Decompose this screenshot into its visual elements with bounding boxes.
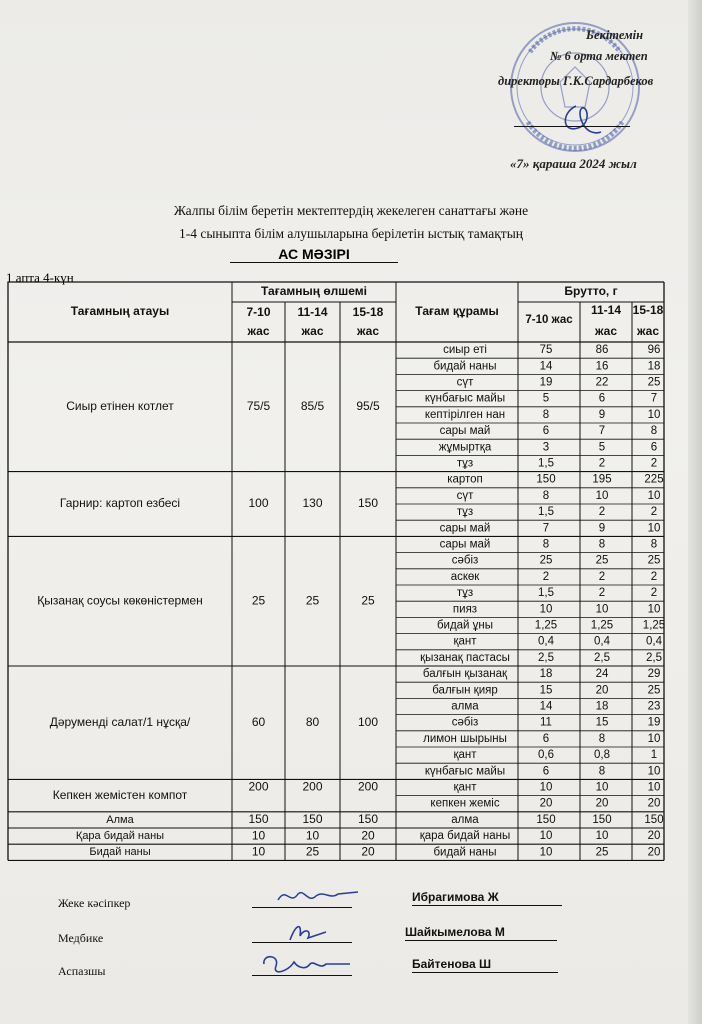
- ingredient-name-2-6: қант: [453, 635, 477, 648]
- ingredient-value-1-1-3: 10: [647, 489, 661, 502]
- ingredient-value-0-1-2: 16: [595, 360, 609, 373]
- ingredient-name-2-5: бидай ұны: [436, 619, 494, 632]
- menu-title: АС МӘЗІРІ: [230, 246, 398, 263]
- ingredient-name-0-4: кептірілген нан: [424, 408, 506, 421]
- ingredient-value-3-2-3: 23: [647, 700, 661, 713]
- ingredient-value-3-0-3: 29: [647, 668, 661, 681]
- ingredient-value-0-2-1: 19: [539, 376, 553, 389]
- header-portion-age-3: 15-18: [352, 305, 384, 320]
- ingredient-value-0-6-3: 6: [650, 441, 658, 454]
- ingredient-value-3-2-2: 18: [595, 700, 609, 713]
- ingredient-value-3-0-1: 18: [539, 668, 553, 681]
- ingredient-value-2-3-3: 2: [650, 587, 658, 600]
- dish-name-0: Сиыр етінен котлет: [66, 398, 174, 413]
- dish-portion-3-2: 100: [357, 714, 379, 729]
- header-brutto: Брутто, г: [564, 284, 618, 299]
- header-portion-age-2: 11-14: [297, 305, 328, 320]
- ingredient-name-0-0: сиыр еті: [443, 344, 487, 357]
- ingredient-value-7-0-1: 10: [539, 846, 553, 859]
- ingredient-value-5-0-2: 150: [592, 813, 612, 826]
- ingredient-value-1-3-1: 7: [542, 522, 550, 535]
- ingredient-value-1-0-2: 195: [592, 473, 612, 486]
- ingredient-value-3-2-1: 14: [539, 700, 553, 713]
- dish-name-5: Алма: [106, 813, 134, 826]
- ingredient-value-4-0-2: 10: [595, 781, 609, 794]
- ingredient-value-1-0-3: 225: [644, 473, 664, 486]
- header-brutto-age-1: 7-10 жас: [525, 314, 573, 327]
- ingredient-value-2-3-1: 1,5: [538, 587, 554, 600]
- signature-3: [258, 952, 354, 978]
- ingredient-value-2-6-3: 0,4: [646, 635, 662, 648]
- ingredient-value-0-1-1: 14: [539, 360, 553, 373]
- ingredient-value-0-7-1: 1,5: [538, 457, 554, 470]
- ingredient-value-3-4-3: 10: [647, 732, 661, 745]
- header-composition: Тағам құрамы: [415, 304, 499, 319]
- dish-portion-2-2: 25: [361, 593, 375, 608]
- heading-line-2: 1-4 сыныпта білім алушыларына берілетін ыстық тамақтың: [179, 226, 523, 241]
- dish-name-7: Бидай наны: [89, 846, 151, 859]
- ingredient-name-3-6: күнбағыс майы: [424, 765, 506, 778]
- signature-2: [282, 918, 332, 944]
- ingredient-value-0-5-3: 8: [650, 425, 658, 438]
- ingredient-value-0-4-3: 10: [647, 408, 661, 421]
- ingredient-value-2-1-1: 25: [539, 554, 553, 567]
- ingredient-value-1-1-2: 10: [595, 489, 609, 502]
- ingredient-value-2-2-3: 2: [650, 570, 658, 583]
- header-brutto-age-6: 11-14: [590, 303, 622, 318]
- signature-name-1: Ибрагимова Ж: [412, 890, 562, 906]
- dish-portion-7-1: 25: [305, 844, 320, 859]
- ingredient-value-6-0-3: 20: [647, 830, 661, 843]
- ingredient-name-3-5: қант: [453, 749, 477, 762]
- ingredient-name-4-0: қант: [453, 781, 477, 794]
- ingredient-name-2-1: сәбіз: [451, 554, 479, 567]
- dish-portion-5-0: 150: [248, 812, 269, 827]
- ingredient-name-5-0: алма: [451, 813, 479, 826]
- ingredient-name-0-5: сары май: [439, 425, 491, 438]
- ingredient-value-3-4-1: 6: [542, 732, 550, 745]
- ingredient-name-7-0: бидай наны: [433, 846, 497, 859]
- dish-name-6: Қара бидай наны: [75, 830, 165, 843]
- ingredient-value-3-5-1: 0,6: [538, 749, 554, 762]
- signature-role-2: Медбике: [58, 931, 104, 945]
- ingredient-value-0-0-2: 86: [595, 344, 609, 357]
- signature-role-3: Аспазшы: [58, 964, 106, 978]
- ingredient-value-2-1-2: 25: [595, 554, 609, 567]
- approval-line-2: № 6 орта мектеп: [550, 49, 648, 63]
- signature-name-2: Шайкымелова М: [405, 925, 557, 941]
- ingredient-value-3-6-1: 6: [542, 765, 550, 778]
- ingredient-value-1-0-1: 150: [536, 473, 556, 486]
- ingredient-name-2-0: сары май: [439, 538, 491, 551]
- ingredient-value-2-4-3: 10: [647, 603, 661, 616]
- ingredient-value-0-2-2: 22: [595, 376, 609, 389]
- ingredient-value-0-3-2: 6: [598, 392, 606, 405]
- ingredient-value-2-4-2: 10: [595, 603, 609, 616]
- dish-name-2: Қызанақ соусы көкөністермен: [37, 593, 203, 608]
- header-portion-age-unit-2: жас: [301, 324, 324, 339]
- dish-portion-5-2: 150: [357, 812, 379, 827]
- ingredient-value-3-5-3: 1: [650, 749, 658, 762]
- ingredient-name-3-1: балғын қияр: [432, 684, 498, 697]
- ingredient-value-1-3-2: 9: [598, 522, 606, 535]
- dish-portion-0-2: 95/5: [356, 398, 380, 413]
- approval-date: «7» қараша 2024 жыл: [510, 156, 637, 171]
- signature-name-3: Байтенова Ш: [412, 957, 558, 973]
- ingredient-value-3-4-2: 8: [598, 732, 606, 745]
- ingredient-name-2-3: тұз: [456, 587, 474, 600]
- ingredient-value-0-3-1: 5: [542, 392, 550, 405]
- ingredient-value-3-1-3: 25: [647, 684, 661, 697]
- ingredient-value-3-1-2: 20: [595, 684, 609, 697]
- ingredient-name-3-2: алма: [451, 700, 479, 713]
- header-portion: Тағамның өлшемі: [260, 284, 368, 299]
- header-portion-age-unit-3: жас: [356, 324, 380, 339]
- dish-portion-0-0: 75/5: [246, 398, 271, 413]
- ingredient-value-0-6-1: 3: [542, 441, 550, 454]
- ingredient-value-4-0-3: 10: [647, 781, 661, 794]
- ingredient-value-6-0-1: 10: [539, 830, 553, 843]
- ingredient-name-4-1: кепкен жеміс: [430, 797, 500, 810]
- ingredient-value-2-7-2: 2,5: [594, 651, 610, 664]
- header-portion-age-1: 7-10: [246, 305, 271, 320]
- ingredient-value-2-5-3: 1,25: [642, 619, 666, 632]
- dish-portion-3-1: 80: [305, 714, 320, 729]
- ingredient-value-0-4-2: 9: [598, 408, 606, 421]
- ingredient-value-0-1-3: 18: [647, 360, 661, 373]
- ingredient-value-7-0-2: 25: [595, 846, 609, 859]
- dish-portion-3-0: 60: [251, 714, 266, 729]
- ingredient-value-2-6-2: 0,4: [594, 635, 610, 648]
- approval-line-3: директоры Г.К.Сардарбеков: [498, 74, 654, 88]
- ingredient-value-1-1-1: 8: [542, 489, 550, 502]
- ingredient-value-0-0-1: 75: [539, 344, 553, 357]
- dish-portion-6-0: 10: [251, 828, 266, 843]
- ingredient-value-0-6-2: 5: [598, 441, 606, 454]
- dish-name-1: Гарнир: картоп езбесі: [59, 496, 181, 511]
- ingredient-name-0-7: тұз: [456, 457, 474, 470]
- ingredient-value-2-5-2: 1,25: [590, 619, 614, 632]
- ingredient-value-3-0-2: 24: [595, 668, 609, 681]
- dish-portion-6-2: 20: [361, 828, 375, 843]
- ingredient-value-2-0-3: 8: [650, 538, 658, 551]
- dish-portion-0-1: 85/5: [300, 398, 325, 413]
- dish-portion-7-0: 10: [251, 844, 266, 859]
- ingredient-name-0-2: сүт: [456, 376, 474, 389]
- ingredient-name-1-3: сары май: [439, 522, 491, 535]
- ingredient-value-3-3-2: 15: [595, 716, 609, 729]
- dish-portion-2-0: 25: [251, 593, 266, 608]
- ingredient-value-0-4-1: 8: [542, 408, 550, 421]
- header-portion-age-unit-1: жас: [247, 324, 270, 339]
- ingredient-value-0-3-3: 7: [650, 392, 658, 405]
- ingredient-value-0-2-3: 25: [647, 376, 661, 389]
- dish-portion-2-1: 25: [305, 593, 320, 608]
- ingredient-value-7-0-3: 20: [647, 846, 661, 859]
- ingredient-value-5-0-3: 150: [644, 813, 664, 826]
- ingredient-value-2-5-1: 1,25: [534, 619, 558, 632]
- ingredient-value-3-6-2: 8: [598, 765, 606, 778]
- ingredient-value-2-1-3: 25: [647, 554, 661, 567]
- ingredient-name-3-0: балғын қызанақ: [422, 668, 508, 681]
- ingredient-name-3-3: сәбіз: [451, 716, 479, 729]
- header-brutto-age-unit-7: жас: [636, 324, 660, 339]
- ingredient-value-3-1-1: 15: [539, 684, 553, 697]
- dish-portion-7-2: 20: [361, 844, 375, 859]
- ingredient-value-3-5-2: 0,8: [594, 749, 610, 762]
- dish-name-3: Дәрумендi салат/1 нұсқа/: [49, 714, 191, 729]
- ingredient-name-3-4: лимон шырыны: [423, 732, 507, 745]
- ingredient-value-4-1-3: 20: [647, 797, 661, 810]
- header-brutto-age-7: 15-18: [632, 303, 664, 318]
- ingredient-name-2-4: пияз: [452, 603, 478, 616]
- ingredient-value-0-5-2: 7: [598, 425, 606, 438]
- dish-portion-1-0: 100: [248, 496, 269, 511]
- ingredient-value-2-6-1: 0,4: [538, 635, 554, 648]
- ingredient-value-3-6-3: 10: [647, 765, 661, 778]
- ingredient-value-0-7-2: 2: [598, 457, 606, 470]
- ingredient-value-2-2-2: 2: [598, 570, 606, 583]
- ingredient-value-1-2-2: 2: [598, 506, 606, 519]
- header-brutto-age-unit-6: жас: [594, 324, 618, 339]
- ingredient-value-4-0-1: 10: [539, 781, 553, 794]
- ingredient-name-1-1: сүт: [456, 489, 474, 502]
- dish-portion-1-2: 150: [357, 496, 379, 511]
- ingredient-name-0-3: күнбағыс майы: [424, 392, 506, 405]
- ingredient-value-4-1-2: 20: [595, 797, 609, 810]
- ingredient-value-2-4-1: 10: [539, 603, 553, 616]
- ingredient-value-1-3-3: 10: [647, 522, 661, 535]
- ingredient-value-2-3-2: 2: [598, 587, 606, 600]
- ingredient-name-2-7: қызанақ пастасы: [420, 651, 510, 664]
- ingredient-value-5-0-1: 150: [536, 813, 556, 826]
- ingredient-value-6-0-2: 10: [595, 830, 609, 843]
- signature-role-1: Жеке кәсіпкер: [58, 896, 131, 910]
- ingredient-value-2-2-1: 2: [542, 570, 550, 583]
- ingredient-value-3-3-3: 19: [647, 716, 661, 729]
- ingredient-name-0-6: жұмыртқа: [438, 441, 492, 454]
- ingredient-value-0-0-3: 96: [647, 344, 661, 357]
- ingredient-value-2-0-1: 8: [542, 538, 550, 551]
- ingredient-value-2-0-2: 8: [598, 538, 606, 551]
- ingredient-name-2-2: аскөк: [450, 570, 480, 583]
- dish-name-4: Кепкен жемістен компот: [52, 787, 188, 802]
- heading-line-1: Жалпы білім беретін мектептердің жекелеген санаттағы және: [173, 203, 529, 218]
- ingredient-name-0-1: бидай наны: [433, 360, 497, 373]
- dish-portion-4-2: 200: [357, 779, 379, 794]
- ingredient-name-6-0: қара бидай наны: [419, 830, 511, 843]
- ingredient-name-1-2: тұз: [456, 506, 474, 519]
- ingredient-value-0-5-1: 6: [542, 425, 550, 438]
- dish-portion-5-1: 150: [302, 812, 323, 827]
- ingredient-value-1-2-3: 2: [650, 506, 658, 519]
- week-day-label: 1 апта 4-күн: [6, 270, 74, 285]
- approval-line-1: Бекітемін: [586, 28, 644, 42]
- signature-1: [272, 884, 362, 910]
- ingredient-value-1-2-1: 1,5: [538, 506, 554, 519]
- ingredient-value-0-7-3: 2: [650, 457, 658, 470]
- ingredient-value-2-7-1: 2,5: [538, 651, 554, 664]
- ingredient-value-4-1-1: 20: [539, 797, 553, 810]
- dish-portion-6-1: 10: [305, 828, 320, 843]
- dish-portion-4-0: 200: [248, 779, 269, 794]
- ingredient-value-2-7-3: 2,5: [646, 651, 662, 664]
- dish-portion-1-1: 130: [302, 496, 323, 511]
- ingredient-name-1-0: картоп: [447, 473, 483, 486]
- ingredient-value-3-3-1: 11: [540, 716, 552, 729]
- header-dish-name: Тағамның атауы: [70, 304, 170, 319]
- dish-portion-4-1: 200: [302, 779, 323, 794]
